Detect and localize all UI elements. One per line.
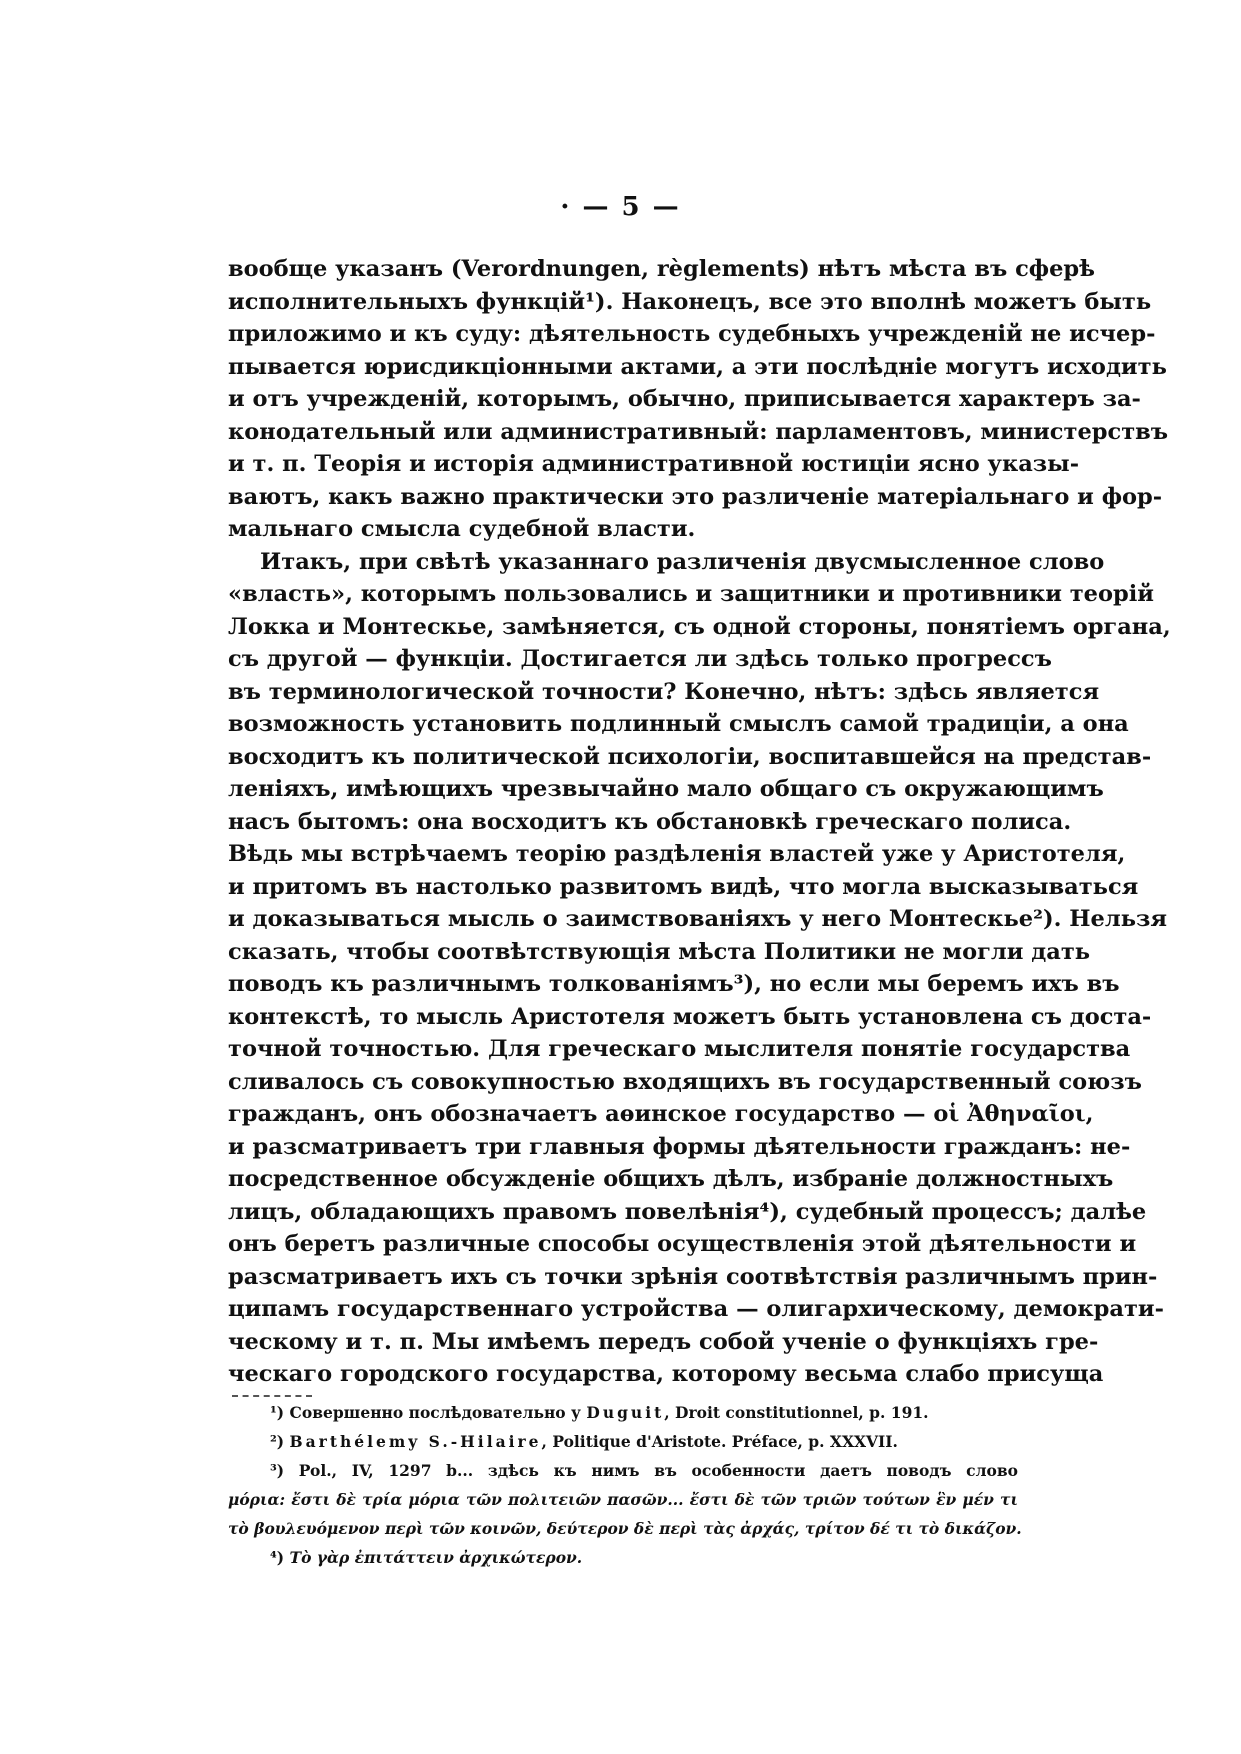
text-line: возможность установить подлинный смыслъ самой традиціи, а она <box>228 711 1129 737</box>
text-line: поводъ къ различнымъ толкованіямъ³), но если мы беремъ ихъ въ <box>228 971 1120 997</box>
footnote-1 <box>228 1398 1018 1427</box>
text-line: ципамъ государственнаго устройства — олигархическому, демократи- <box>228 1296 1164 1322</box>
text-line: Локка и Монтескье, замѣняется, съ одной стороны, понятіемъ органа, <box>228 613 1171 640</box>
text-line: контекстѣ, то мысль Аристотеля можетъ быть установлена съ доста- <box>228 1003 1152 1030</box>
footnotes <box>228 1398 1022 1572</box>
text-line: Вѣдь мы встрѣчаемъ теорію раздѣленія властей уже у Аристотеля, <box>228 841 1126 867</box>
footnote-text: Τὸ γὰρ ἐπιτάττειν ἀρχικώτερον. <box>289 1548 583 1567</box>
footnote-text: Совершенно послѣдовательно у <box>289 1403 587 1422</box>
footnote-text: , Politique d'Aristote. Préface, p. XXXVII. <box>541 1432 898 1451</box>
text-line: сливалось съ совокупностью входящихъ въ государственный союзъ <box>228 1068 1142 1095</box>
text-line: и отъ учрежденій, которымъ, обычно, приписывается характеръ за- <box>228 386 1141 412</box>
text-line: и притомъ въ настолько развитомъ видѣ, что могла высказываться <box>228 873 1139 900</box>
text-line: гражданъ, онъ обозначаетъ аѳинское государство — οἱ Ἀθηναῖοι, <box>228 1101 1094 1127</box>
text-line: ческому и т. п. Мы имѣемъ передъ собой ученіе о функціяхъ гре- <box>228 1328 1099 1355</box>
text-line: мальнаго смысла судебной власти. <box>228 516 696 542</box>
text-line: приложимо и къ суду: дѣятельность судебныхъ учрежденій не исчер- <box>228 321 1156 347</box>
text-line: и т. п. Теорія и исторія административной юстиціи ясно указы- <box>228 451 1080 477</box>
text-line: восходитъ къ политической психологіи, воспитавшейся на представ- <box>228 743 1152 770</box>
footnote-marker: ²) <box>270 1432 285 1451</box>
text-line: въ терминологической точности? Конечно, нѣтъ: здѣсь является <box>228 678 1100 705</box>
text-line: точной точностью. Для греческаго мыслителя понятіе государства <box>228 1036 1131 1062</box>
footnote-4 <box>228 1543 1018 1572</box>
text-line: насъ бытомъ: она восходитъ къ обстановкѣ греческаго полиса. <box>228 808 1072 835</box>
text-line: ческаго городского государства, которому весьма слабо присуща <box>228 1361 1104 1387</box>
text-line: леніяхъ, имѣющихъ чрезвычайно мало общаго съ окружающимъ <box>228 776 1104 802</box>
footnote-3-greek-line: μόρια: ἔστι δὲ τρία μόρια τῶν πολιτειῶν πασῶν... ἔστι δὲ τῶν τριῶν τούτων ἓν μέν τι <box>228 1490 1018 1509</box>
footnote-2 <box>228 1427 1018 1456</box>
text-line: конодательный или административный: парламентовъ, министерствъ <box>228 418 1169 445</box>
footnote-text: Pol., IV, 1297 b... здѣсь къ нимъ въ особенности даетъ поводъ слово <box>298 1461 1018 1480</box>
footnote-author: Duguit <box>586 1403 665 1422</box>
text-line: и доказываться мысль о заимствованіяхъ у него Монтескье²). Нельзя <box>228 906 1167 932</box>
paragraph-1 <box>228 253 1169 546</box>
text-line: посредственное обсужденіе общихъ дѣлъ, избраніе должностныхъ <box>228 1166 1114 1192</box>
footnote-divider <box>232 1395 312 1397</box>
text-line: исполнительныхъ функцій¹). Наконецъ, все это вполнѣ можетъ быть <box>228 288 1152 315</box>
text-line: онъ беретъ различные способы осуществленія этой дѣятельности и <box>228 1231 1137 1257</box>
text-line: сказать, чтобы соотвѣтствующія мѣста Политики не могли дать <box>228 938 1091 965</box>
text-line: ваютъ, какъ важно практически это различеніе матеріальнаго и фор- <box>228 483 1163 510</box>
text-line: «власть», которымъ пользовались и защитники и противники теорій <box>228 581 1154 607</box>
text-line: лицъ, обладающихъ правомъ повелѣнія⁴), судебный процессъ; далѣе <box>228 1198 1147 1225</box>
text-line: пывается юрисдикціонными актами, а эти послѣдніе могутъ исходить <box>228 353 1167 380</box>
footnote-marker: ³) <box>270 1461 285 1480</box>
footnote-3-greek-line: τὸ βουλευόμενον περὶ τῶν κοινῶν, δεύτερον δὲ περὶ τὰς ἀρχάς, τρίτον δέ τι τὸ δικάζον. <box>228 1519 1022 1538</box>
footnote-marker: ¹) <box>270 1403 285 1422</box>
main-text <box>228 253 1171 1391</box>
text-line: Итакъ, при свѣтѣ указаннаго различенія двусмысленное слово <box>260 548 1105 575</box>
text-line: вообще указанъ (Verordnungen, règlements) нѣтъ мѣста въ сферѣ <box>228 256 1095 282</box>
paragraph-2 <box>228 546 1171 1391</box>
footnote-author: Barthélemy S.-Hilaire <box>289 1432 542 1451</box>
footnote-marker: ⁴) <box>270 1548 285 1567</box>
text-line: разсматриваетъ ихъ съ точки зрѣнія соотвѣтствія различнымъ прин- <box>228 1263 1158 1290</box>
page-number: · — 5 — <box>560 192 681 222</box>
text-line: и разсматриваетъ три главныя формы дѣятельности гражданъ: не- <box>228 1133 1131 1160</box>
text-line: съ другой — функціи. Достигается ли здѣсь только прогрессъ <box>228 646 1052 672</box>
footnote-3 <box>228 1456 1018 1485</box>
footnote-text: , Droit constitutionnel, p. 191. <box>664 1403 929 1422</box>
